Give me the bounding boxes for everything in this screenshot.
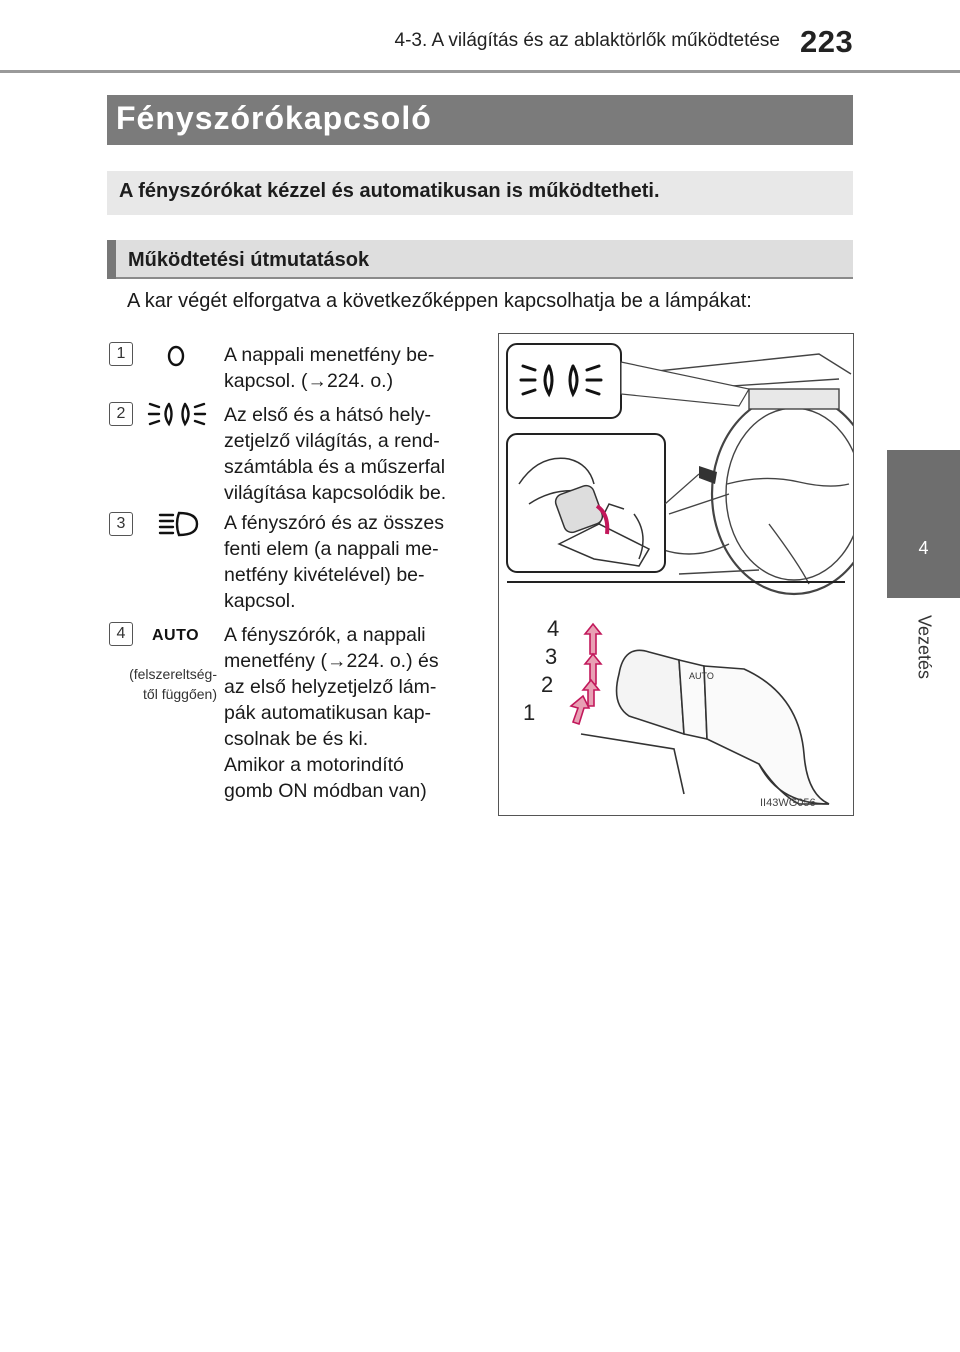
chapter-tab-label: Vezetés <box>914 615 935 680</box>
headlight-icon <box>157 509 199 539</box>
item-description-4 <box>224 622 466 804</box>
item-number-1: 1 <box>109 342 133 366</box>
lever-illustration <box>498 333 854 816</box>
item-4-line: csolnak be és ki. <box>224 728 369 750</box>
item-description-3 <box>224 510 466 614</box>
lever-illustration-drawing <box>499 334 853 815</box>
lead-paragraph: A kar végét elforgatva a következőképpen kapcsolhatja be a lámpákat: <box>127 290 752 312</box>
item-2-line: számtábla és a műszerfal <box>224 456 446 478</box>
item-3-line: A fényszóró és az összes <box>224 512 445 534</box>
header-rule <box>0 70 960 73</box>
chapter-tab-number: 4 <box>918 538 929 558</box>
item-number-3: 3 <box>109 512 133 536</box>
item-3-line: netfény kivételével) be- <box>224 564 425 586</box>
item-2-line: világítása kapcsolódik be. <box>224 482 447 504</box>
item-1-line: kapcsol. (→224. o.) <box>224 370 394 392</box>
item-4-line: pák automatikusan kap- <box>224 702 432 724</box>
intro-text: A fényszórókat kézzel és automatikusan is működtetheti. <box>119 180 660 202</box>
item-4-line: menetfény (→224. o.) és <box>224 650 439 672</box>
running-header-section: 4-3. A világítás és az ablaktörlők működtetése <box>394 30 780 51</box>
callout-2: 2 <box>541 672 554 697</box>
item-number-2: 2 <box>109 402 133 426</box>
callout-1: 1 <box>523 700 536 725</box>
item-number-4: 4 <box>109 622 133 646</box>
item-4-note-line: től függően) <box>143 686 217 702</box>
item-description-1 <box>224 342 466 394</box>
item-2-line: Az első és a hátsó hely- <box>224 404 432 426</box>
auto-mode-icon: AUTO <box>152 627 200 644</box>
daytime-running-light-icon <box>163 343 189 369</box>
item-4-line: A fényszórók, a nappali <box>224 624 426 646</box>
item-1-line: A nappali menetfény be- <box>224 344 435 366</box>
page-number: 223 <box>800 24 854 59</box>
item-3-line: kapcsol. <box>224 590 296 612</box>
chapter-tab-label-wrap <box>884 615 960 735</box>
figure-code: II43WG056 <box>760 797 816 809</box>
subheading-accent <box>107 240 116 279</box>
lever-auto-label: AUTO <box>689 671 714 681</box>
position-lights-icon <box>147 399 207 429</box>
item-3-line: fenti elem (a nappali me- <box>224 538 439 560</box>
item-4-equipment-note <box>110 664 217 704</box>
callout-4: 4 <box>547 616 560 641</box>
subheading: Működtetési útmutatások <box>128 249 370 271</box>
item-2-line: zetjelző világítás, a rend- <box>224 430 440 452</box>
item-4-line: az első helyzetjelző lám- <box>224 676 437 698</box>
chapter-tab <box>887 450 960 598</box>
item-4-note-line: (felszereltség- <box>129 666 217 682</box>
item-4-line: gomb ON módban van) <box>224 780 427 802</box>
page-title: Fényszórókapcsoló <box>116 100 432 136</box>
callout-3: 3 <box>545 644 558 669</box>
item-4-line: Amikor a motorindító <box>224 754 404 776</box>
item-description-2 <box>224 402 466 506</box>
